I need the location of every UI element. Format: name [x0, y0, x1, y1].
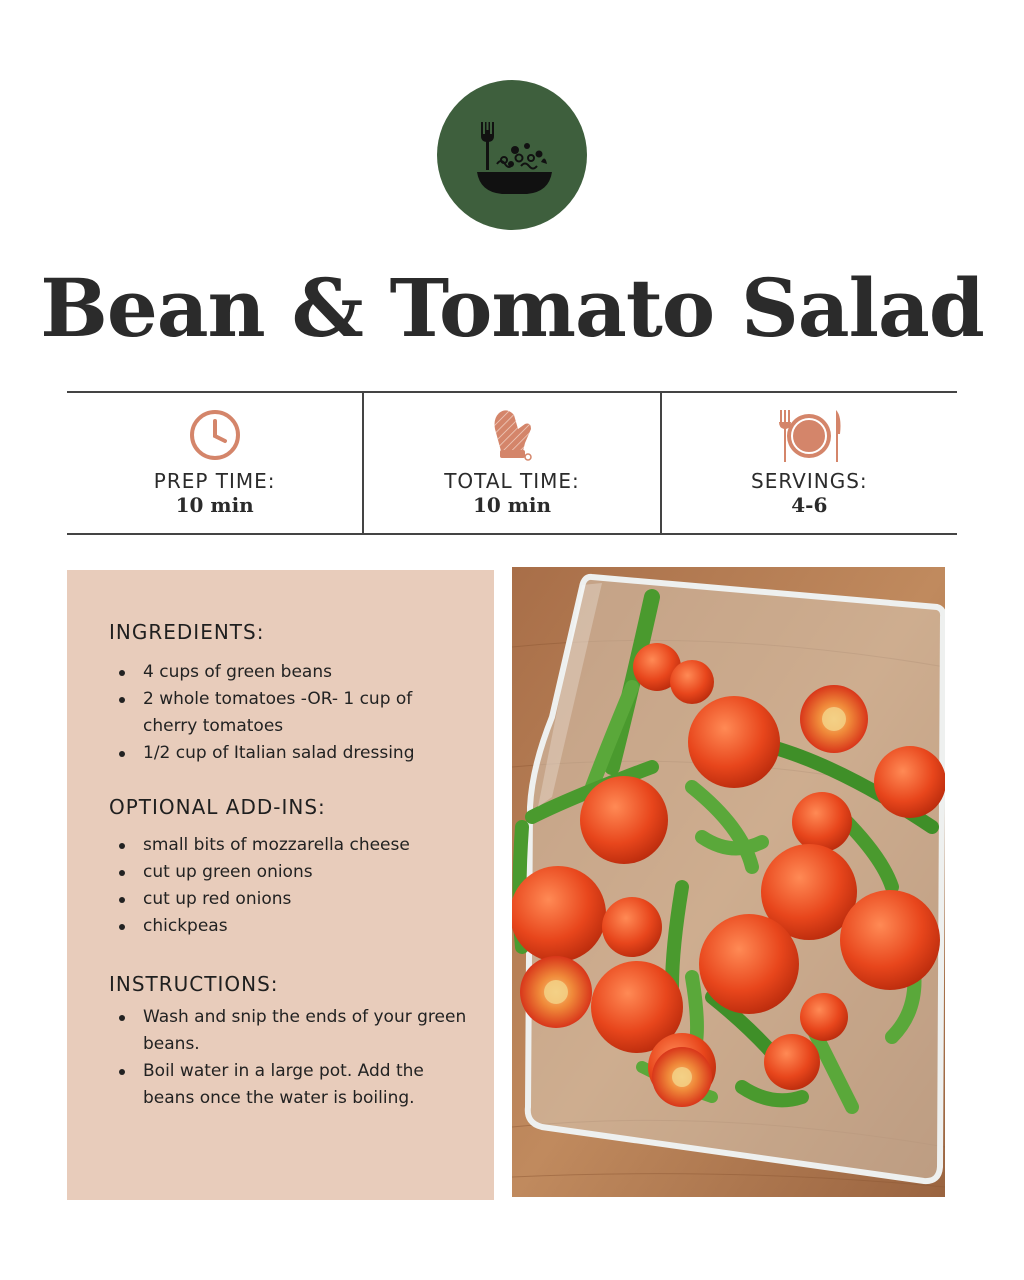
plate-cutlery-icon	[772, 406, 846, 464]
recipe-stats	[67, 391, 957, 535]
stat-label: SERVINGS:	[751, 469, 868, 493]
stat-prep-time	[67, 393, 362, 533]
instructions-heading: INSTRUCTIONS:	[109, 972, 279, 996]
ingredients-heading: INGREDIENTS:	[109, 620, 265, 644]
list-item: Boil water in a large pot. Add the beans once the water is boiling.	[109, 1058, 469, 1112]
recipe-title: Bean & Tomato Salad	[40, 261, 984, 355]
stat-servings	[660, 393, 957, 533]
salad-photo	[512, 567, 945, 1197]
stat-label: TOTAL TIME:	[444, 469, 580, 493]
salad-bowl-icon	[457, 100, 567, 210]
list-item: chickpeas	[109, 913, 469, 940]
stat-total-time	[362, 393, 659, 533]
ingredients-list	[109, 659, 469, 767]
list-item: 2 whole tomatoes -OR- 1 cup of cherry tomatoes	[109, 686, 469, 740]
list-item: Wash and snip the ends of your green beans.	[109, 1004, 469, 1058]
addins-list	[109, 832, 469, 940]
list-item: cut up green onions	[109, 859, 469, 886]
list-item: cut up red onions	[109, 886, 469, 913]
clock-icon	[188, 408, 242, 462]
stat-value: 10 min	[472, 493, 552, 517]
recipe-panel	[67, 570, 494, 1200]
oven-mitt-icon	[487, 407, 537, 463]
list-item: 4 cups of green beans	[109, 659, 469, 686]
stat-value: 4-6	[791, 493, 828, 517]
addins-heading: OPTIONAL ADD-INS:	[109, 795, 326, 819]
stat-value: 10 min	[175, 493, 254, 517]
list-item: 1/2 cup of Italian salad dressing	[109, 740, 469, 767]
instructions-list	[109, 1004, 469, 1112]
salad-logo	[437, 80, 587, 230]
stat-label: PREP TIME:	[153, 469, 276, 493]
list-item: small bits of mozzarella cheese	[109, 832, 469, 859]
